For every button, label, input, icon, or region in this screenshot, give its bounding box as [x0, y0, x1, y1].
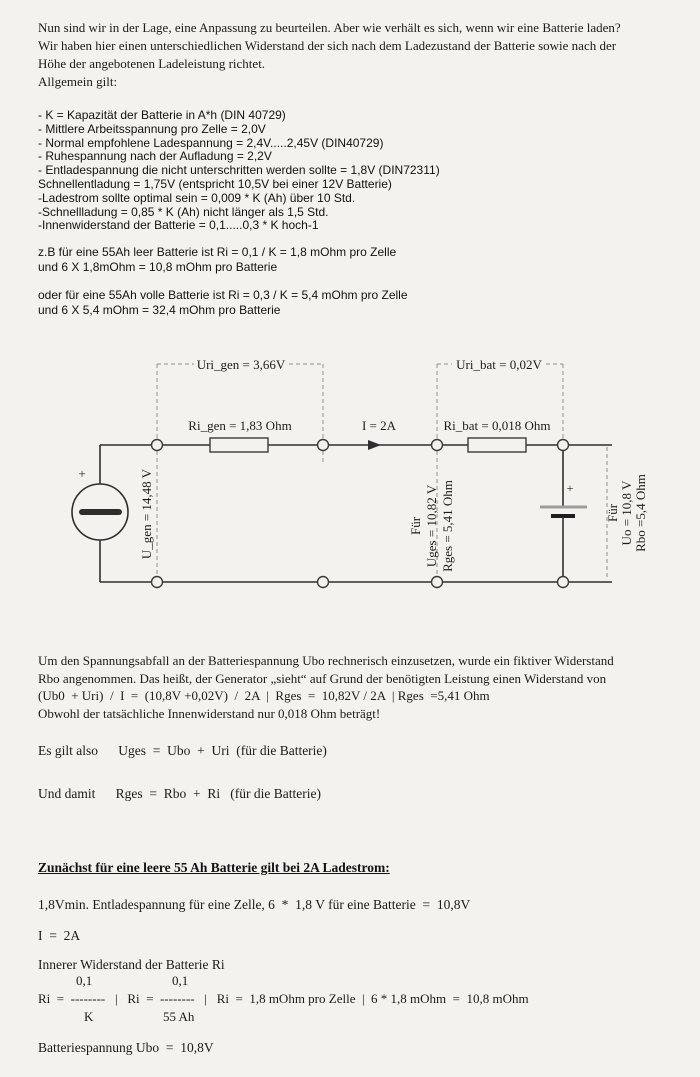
circuit-diagram [65, 352, 670, 605]
paragraph-line: Um den Spannungsabfall an der Batteriespannung Ubo rechnerisch einzusetzen, wurde ein fiktiver Widerstand [38, 653, 614, 668]
node [432, 440, 443, 451]
node [432, 577, 443, 588]
intro-line: Höhe der angebotenen Ladeleistung richtet. [38, 56, 266, 71]
generator-slot [79, 509, 122, 515]
intro-paragraph [38, 19, 621, 91]
uo-label: Uo = 10,8 V [619, 480, 634, 546]
ri-equation-line: Ri = -------- | Ri = -------- | Ri = 1,8 mOhm pro Zelle | 6 * 1,8 mOhm = 10,8 mOhm [38, 991, 529, 1006]
uri-gen-label: Uri_gen = 3,66V [196, 357, 286, 372]
paragraph-line: Rbo angenommen. Das heißt, der Generator „sieht“ auf Grund der benötigten Leistung einen Widerstand von [38, 670, 607, 686]
example-line: z.B für eine 55Ah leer Batterie ist Ri = 0,1 / K = 1,8 mOhm pro Zelle [38, 245, 397, 259]
fraction-denominator-2: 55 Ah [163, 1009, 195, 1024]
uges-equation: Es gilt also Uges = Ubo + Uri (für die Batterie) [38, 743, 327, 758]
rule-line: Schnellentladung = 1,75V (entspricht 10,5V bei einer 12V Batterie) [38, 176, 392, 191]
example-full-battery [38, 288, 408, 317]
u-gen-label: U_gen = 14,48 V [139, 468, 154, 560]
node [558, 577, 569, 588]
rges-label: Rges = 5,41 Ohm [440, 480, 455, 572]
measurement-lines [157, 364, 607, 580]
mid-fuer-label: Für [408, 516, 423, 536]
rule-line: - Ruhespannung nach der Aufladung = 2,2V [38, 149, 272, 164]
rule-line: - Entladespannung die nicht unterschritten werden sollte = 1,8V (DIN72311) [38, 163, 440, 178]
nodes [152, 440, 569, 588]
current-label: I = 2A [361, 418, 397, 433]
node [318, 440, 329, 451]
generator-plus-sign: + [78, 466, 86, 481]
node [558, 440, 569, 451]
ri-gen-label: Ri_gen = 1,83 Ohm [188, 418, 292, 433]
inner-resistance-intro: Innerer Widerstand der Batterie Ri [38, 957, 225, 972]
rule-line: - Mittlere Arbeitsspannung pro Zelle = 2,0V [38, 121, 266, 136]
uges-label: Uges = 10,82 V [424, 484, 439, 568]
rule-line: - K = Kapazität der Batterie in A*h (DIN 40729) [38, 108, 286, 122]
fraction-numerator-1: 0,1 [76, 973, 93, 988]
discharge-voltage-line: 1,8Vmin. Entladespannung für eine Zelle, 6 * 1,8 V für eine Batterie = 10,8V [38, 897, 471, 912]
intro-line: Allgemein gilt: [38, 74, 118, 89]
section-heading: Zunächst für eine leere 55 Ah Batterie gilt bei 2A Ladestrom: [38, 860, 390, 875]
ri-bat-label: Ri_bat = 0,018 Ohm [443, 418, 551, 433]
node [152, 440, 163, 451]
rule-line: -Ladestrom sollte optimal sein = 0,009 * K (Ah) über 10 Std. [38, 190, 356, 205]
rges-equation: Und damit Rges = Rbo + Ri (für die Batterie) [38, 786, 321, 801]
current-value-line: I = 2A [38, 928, 81, 943]
node [152, 577, 163, 588]
example-line: oder für eine 55Ah volle Batterie ist Ri = 0,3 / K = 5,4 mOhm pro Zelle [38, 288, 408, 302]
intro-line: Wir haben hier einen unterschiedlichen Widerstand der sich nach dem Ladezustand der Batterie sowie nach der [38, 38, 617, 53]
fraction-numerator-2: 0,1 [172, 973, 189, 988]
battery-voltage-line: Batteriespannung Ubo = 10,8V [38, 1040, 214, 1055]
rbo-label: Rbo =5,4 Ohm [633, 474, 648, 552]
uri-bat-label: Uri_bat = 0,02V [456, 357, 542, 372]
intro-line: Nun sind wir in der Lage, eine Anpassung zu beurteilen. Aber wie verhält es sich, wenn wir eine Batterie laden? [38, 20, 621, 35]
resistor-ri-gen [210, 438, 268, 452]
resistor-ri-bat [468, 438, 526, 452]
wires [100, 445, 612, 582]
rule-line: -Innenwiderstand der Batterie = 0,1.....0,3 * K hoch-1 [38, 218, 319, 233]
current-arrow [368, 440, 381, 450]
right-fuer-label: Für [605, 503, 620, 523]
battery-plus-sign: + [566, 481, 574, 495]
rule-line: - Normal empfohlene Ladespannung = 2,4V.....2,45V (DIN40729) [38, 135, 384, 150]
example-line: und 6 X 1,8mOhm = 10,8 mOhm pro Batterie [38, 259, 278, 274]
example-line: und 6 X 5,4 mOhm = 32,4 mOhm pro Batterie [38, 302, 281, 317]
node [318, 577, 329, 588]
paragraph-line: (Ub0 + Uri) / I = (10,8V +0,02V) / 2A | Rges = 10,82V / 2A | Rges =5,41 Ohm [38, 688, 490, 703]
paragraph-line: Obwohl der tatsächliche Innenwiderstand nur 0,018 Ohm beträgt! [38, 705, 381, 721]
rules-list [38, 109, 440, 233]
fraction-denominator-1: K [84, 1009, 94, 1024]
rule-line: -Schnellladung = 0,85 * K (Ah) nicht länger als 1,5 Std. [38, 204, 329, 219]
example-empty-battery [38, 245, 396, 274]
rbo-explanation [38, 652, 614, 722]
